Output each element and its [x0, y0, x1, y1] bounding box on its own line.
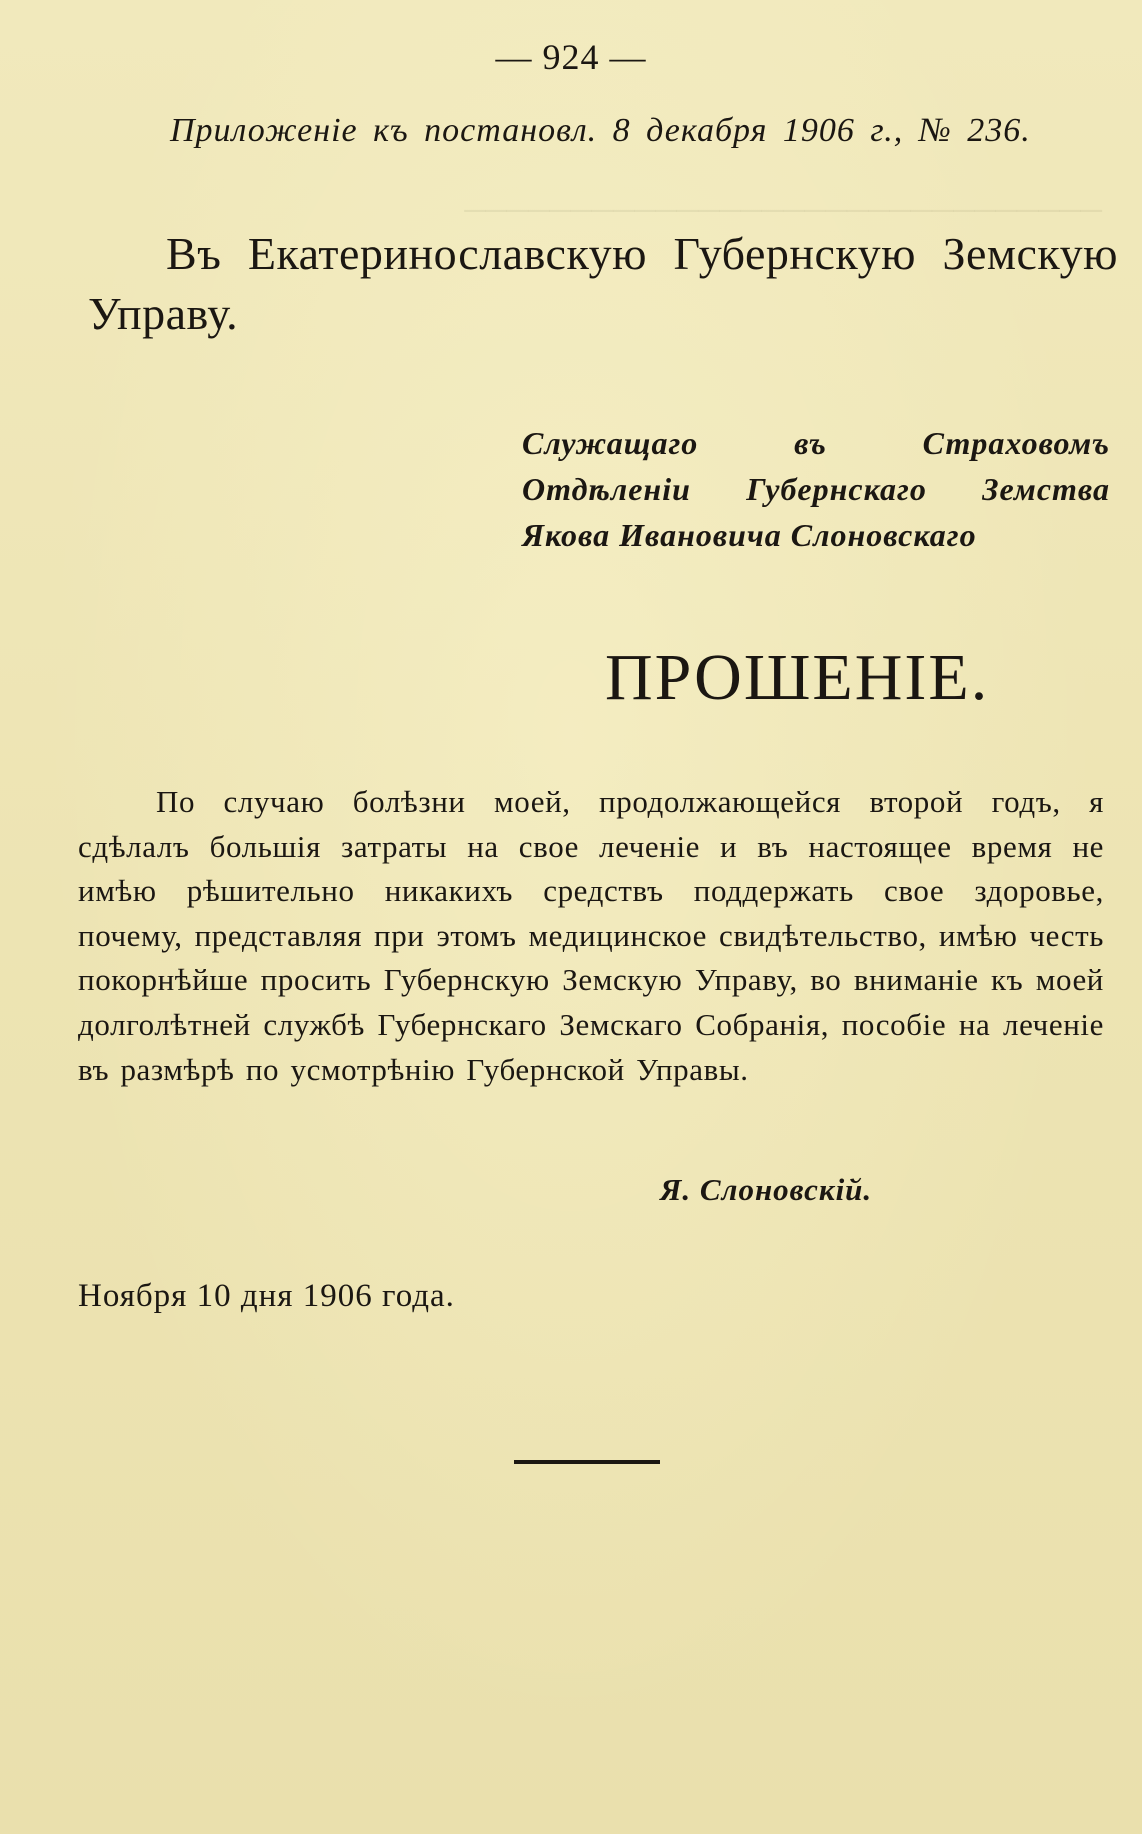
- appendix-note: Приложеніе къ постановл. 8 декабря 1906 г., № 236.: [170, 112, 1031, 149]
- sender-block: Служащаго въ Страховомъ Отдѣленіи Губернскаго Земства Якова Ивановича Слоновскаго: [522, 425, 1110, 553]
- page-number: — 924 —: [495, 37, 647, 77]
- end-rule-divider: [514, 1460, 660, 1464]
- bleed-through-texture: ──────────────────────────────: [464, 194, 1102, 227]
- signature: Я. Слоновскій.: [660, 1172, 873, 1207]
- document-title: ПРОШЕНІЕ.: [605, 641, 990, 714]
- addressee: Въ Екатеринославскую Губернскую Земскую Управу.: [88, 228, 1118, 339]
- date-line: Ноября 10 дня 1906 года.: [78, 1278, 455, 1314]
- petition-body: По случаю болѣзни моей, продолжающейся второй годъ, я сдѣлалъ большія затраты на свое леченіе и въ настоящее время не имѣю рѣшительно никакихъ средствъ поддержать свое здоровье, почему, представляя при этомъ медицинское свидѣтельство, имѣю честь покорнѣйше просить Губернскую Земскую Управу, во вниманіе къ моей долголѣтней службѣ Губернскаго Земскаго Собранія, пособіе на леченіе въ размѣрѣ по усмотрѣнію Губернской Управы.: [78, 784, 1104, 1087]
